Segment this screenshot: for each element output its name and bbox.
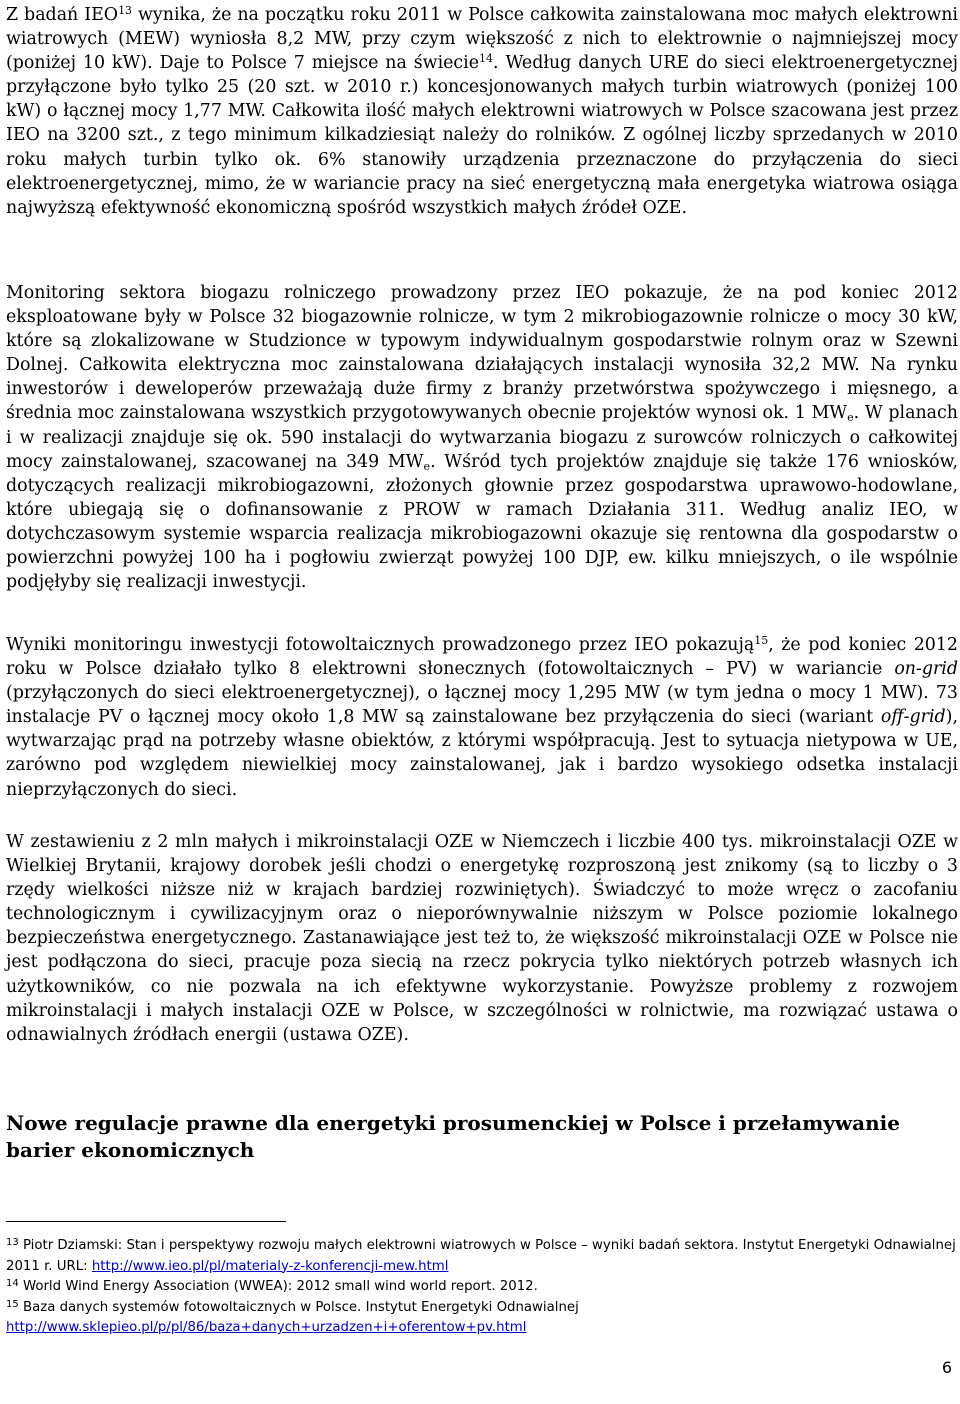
footnote-link[interactable]: http://www.ieo.pl/pl/materialy-z-konferencji-mew.html [91,1258,449,1274]
subscript-e: e [423,459,431,473]
footnote-text: Baza danych systemów fotowoltaicznych w Polsce. Instytut Energetyki Odnawialnej [18,1299,579,1315]
text-run: , że pod koniec 2012 roku w Polsce działało tylko 8 elektrowni słonecznych (fotowoltaicznych – PV) w wariancie [6,635,958,680]
footnote-link[interactable]: http://www.sklepieo.pl/p/pl/86/baza+danych+urzadzen+i+oferentow+pv.html [6,1320,527,1335]
text-run: Monitoring sektora biogazu rolniczego prowadzony przez IEO pokazuje, że na pod koniec 2012 eksploatowane były w Polsce 32 biogazownie rolnicze, w tym 2 mikrobiogazownie rolnicze o mocy 30 kW, które są zlokalizowane w Studzionce w typowym indywidualnym gospodarstwie rolnym oraz w Szewni Dolnej. Całkowita elektryczna moc zainstalowana działających instalacji wynosiła 32,2 MW. Na rynku inwestorów i deweloperów przeważają duże firmy z branży przetwórstwa spożywczego i mięsnego, a średnia moc zainstalowana wszystkich przygotowywanych obecnie projektów wynosi ok. 1 MW [6,283,958,424]
page-number: 6 [941,1358,952,1377]
text-run: . Według danych URE do sieci elektroenergetycznej przyłączone było tylko 25 (20 szt. w 2010 r.) koncesjonowanych małych turbin wiatrowych (poniżej 100 kW) o łącznej mocy 1,77 MW. Całkowita ilość małych elektrowni wiatrowych w Polsce szacowana jest przez IEO na 3200 szt., z tego minimum kilkadziesiąt należy do rolników. Z ogólnej liczby sprzedanych w 2010 roku małych turbin tylko ok. 6% stanowiły urządzenia przeznaczone do przyłączenia do sieci elektroenergetycznej, mimo, że w wariancie pracy na sieć energetyczną mała energetyka wiatrowa osiąga najwyższą efektywność ekonomiczną spośród wszystkich małych źródeł OZE. [6,53,959,218]
footnote-ref-15[interactable]: 15 [754,634,769,647]
italic-term: off-grid [880,707,946,728]
footnote-number: 13 [6,1237,19,1248]
footnote-separator [6,1221,286,1222]
text-run: W zestawieniu z 2 mln małych i mikroinstalacji OZE w Niemczech i liczbie 400 tys. mikroinstalacji OZE w Wielkiej Brytanii, krajowy dorobek jeśli chodzi o energetykę rozproszoną jest znikomy (są to liczby o 3 rzędy wielkości niższe niż w krajach bardziej rozwiniętych). Świadczyć to może wręcz o zacofaniu technologicznym i cywilizacyjnym oraz o nieporównywalnie niższym w Polsce poziomie lokalnego bezpieczeństwa energetycznego. Zastanawiające jest też to, że większość mikroinstalacji OZE w Polsce nie jest podłączona do sieci, pracuje poza siecią na rzecz pokrycia tylko niektórych potrzeb własnych ich użytkowników, co nie pozwala na ich efektywne wykorzystanie. Powyższe problemy z rozwojem mikroinstalacji i małych instalacji OZE w Polsce, w szczególności w rolnictwie, ma rozwiązać ustawa o odnawialnych źródłach energii (ustawa OZE). [6,832,958,1045]
paragraph-small-wind [6,3,958,220]
paragraph-photovoltaics [6,633,958,802]
footnote-number: 14 [6,1278,19,1289]
paragraph-biogas [6,281,958,594]
footnote-ref-13[interactable]: 13 [118,4,133,17]
footnote-14 [6,1277,958,1298]
footnote-text: World Wind Energy Association (WWEA): 2012 small wind world report. 2012. [18,1279,538,1294]
footnote-15 [6,1298,958,1339]
subscript-e: e [847,411,854,425]
text-run: wynika, że na początku roku 2011 w Polsce całkowita zainstalowana moc małych elektrowni wiatrowych (MEW) wyniosła 8,2 MW, przy czym większość z nich to elektrownie o najmniejszej mocy (poniżej 10 kW). Daje to Polsce 7 miejsce na świecie [6,5,958,74]
footnote-ref-14[interactable]: 14 [479,52,494,66]
text-run: (przyłączonych do sieci elektroenergetycznej), o łącznej mocy 1,295 MW (w tym jedna o mocy 1 MW). 73 instalacje PV o łącznej mocy około 1,8 MW są zainstalowane bez przyłączenia do sieci (wariant [6,683,958,728]
footnote-text: Piotr Dziamski: Stan i perspektywy rozwoju małych elektrowni wiatrowych w Polsce – wyniki badań sektora. Instytut Energetyki Odnawialnej 2011 r. URL: [6,1238,956,1274]
text-run: ), wytwarzając prąd na potrzeby własne obiektów, z którymi współpracują. Jest to sytuacja nietypowa w UE, zarówno pod względem niewielkiej mocy zainstalowanej, jak i bardzo wysokiego odsetka instalacji nieprzyłączonych do sieci. [6,707,958,800]
footnotes [6,1236,958,1339]
text-run: . W planach i w realizacji znajduje się ok. 590 instalacji do wytwarzania biogazu z surowców rolniczych o całkowitej mocy zainstalowanej, szacowanej na 349 MW [6,403,958,472]
text-run: . Wśród tych projektów znajduje się także 176 wniosków, dotyczących realizacji mikrobiogazowni, złożonych głownie przez gospodarstwa uprawowo-hodowlane, które ubiegają się o dofinansowanie z PROW w ramach Działania 311. Według analiz IEO, w dotychczasowym systemie wsparcia realizacja mikrobiogazowni okazuje się rentowna dla gospodarstw o powierzchni powyżej 100 ha i pogłowiu zwierząt powyżej 100 DJP, ew. kilku mniejszych, o ile wspólnie podjęłyby się realizacji inwestycji. [6,451,958,593]
italic-term: on-grid [894,659,958,680]
section-heading: Nowe regulacje prawne dla energetyki prosumenckiej w Polsce i przełamywanie barier ekonomicznych [6,1111,900,1162]
paragraph-comparison [6,830,958,1047]
text-run: Z badań IEO [6,5,119,25]
footnote-13 [6,1236,958,1277]
text-run: Wyniki monitoringu inwestycji fotowoltaicznych prowadzonego przez IEO pokazują [6,635,755,655]
footnote-number: 15 [6,1298,19,1310]
